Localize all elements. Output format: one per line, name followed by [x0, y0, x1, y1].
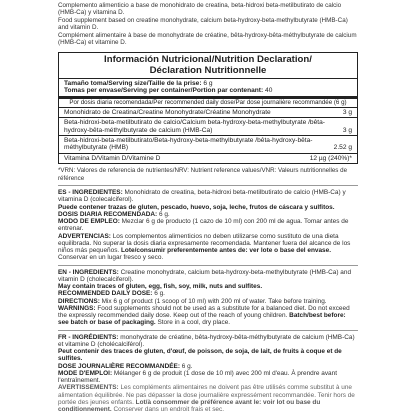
ingredients-es: ES - INGREDIENTES: Monohidrato de creatina, beta-hidroxi beta-metilbutirato de calcio (HMB-Ca) y vitamina D (colecalciferol).: [58, 189, 346, 204]
nutrient-value: 3 g: [342, 126, 352, 134]
section-divider: [58, 185, 358, 186]
traces-es: Puede contener trazas de gluten, pescado, huevo, soja, leche, frutos de cáscara y sulfitos.: [58, 203, 335, 211]
nutrient-value: 2.52 g: [333, 144, 352, 152]
dose-header: Por dosis diaria recomendada/Per recommended daily dose/Par dose journalière recommandée (6 g): [59, 99, 357, 108]
vrn-footnote: *VRN: Valores de referencia de nutrientes/NRV: Nutrient reference values/VNR: Valeurs nutritionnelles de référence: [58, 167, 348, 182]
section-en: [58, 269, 358, 327]
serving-info: [59, 79, 357, 99]
ingredients-en: EN - INGREDIENTS: Creatine monohydrate, calcium beta-hydroxy-beta-methylbutyrate (HMB-Ca) and vitamin D (cholecalciferol).: [58, 268, 352, 283]
nutrient-value: 12 µg (240%)*: [309, 154, 352, 162]
directions-fr: MODE D'EMPLOI: Mélanger 6 g de produit (1 dose de 10 ml) avec 200 ml d'eau. À prendre avant l'entraînement.: [58, 369, 337, 385]
section-divider: [58, 265, 358, 266]
product-description: [58, 2, 358, 46]
warnings-fr: AVERTISSEMENTS: Les compléments alimentaires ne doivent pas être utilisés comme substitut à une alimentation équilibrée. Ne pas dépasser la dose journalière expressément recommandée. Tenir hors de portée des jeunes enfants. Lot/à consommer de préférence avant le: voir lot ou base du conditionnement. Conserver dans un endroit frais et sec.: [58, 384, 355, 414]
section-es: [58, 189, 358, 262]
servings-per-container: Tomas per envase/Serving per container/Portion par contenant: 40: [64, 87, 273, 95]
nutrient-row: [59, 136, 357, 154]
dose-fr: DOSE JOURNALIÈRE RECOMMANDÉE: 6 g.: [58, 362, 193, 370]
nutrient-row: [59, 118, 357, 136]
ingredients-fr: FR - INGRÉDIENTS: monohydrate de créatine, bêta-hydroxy-bêta-méthylbutyrate de calcium (HMB-Ca) et vitamine D (cholécalciférol).: [58, 333, 355, 348]
nutrient-name: Vitamina D/Vitamin D/Vitamine D: [64, 154, 161, 162]
traces-en: May contain traces of gluten, egg, fish, soy, milk, nuts and sulfites.: [58, 283, 263, 291]
section-fr: [58, 334, 358, 414]
nutrition-title: Información Nutricional/Nutrition Declaration/ Déclaration Nutritionnelle: [59, 53, 357, 78]
traces-fr: Peut contenir des traces de gluten, d'œuf, de poisson, de soja, de lait, de fruits à coque et de sulfites.: [58, 348, 342, 363]
serving-size: Tamaño toma/Serving size/Taille de la prise: 6 g: [64, 79, 213, 87]
section-divider: [58, 330, 358, 331]
nutrient-value: 3 g: [342, 108, 352, 116]
directions-en: DIRECTIONS: Mix 6 g of product (1 scoop of 10 ml) with 200 ml of water. Take before training.: [58, 297, 327, 305]
nutrition-table: [58, 52, 358, 164]
description-en: Food supplement based on creatine monohydrate, calcium beta-hydroxy-beta-methylbutyrate (HMB-Ca) and vitamin D.: [58, 16, 348, 32]
nutrient-row: [59, 108, 357, 118]
nutrient-row: [59, 154, 357, 163]
nutrient-name: Beta-hidroxi-beta-metilbutirato/Beta-hydroxy-beta-methylbutyrate /bêta-hydroxy-bêta-méthylbutyrate (HMB): [64, 137, 313, 152]
warnings-es: ADVERTENCIAS: Los complementos alimenticios no deben utilizarse como sustituto de una dieta equilibrada. No superar la dosis diaria expresamente recomendada. Mantener fuera del alcance de los niños más pequeños. Lote/consumir preferentemente antes de: ver lote o base del envase. Conservar en un lugar fresco y seco.: [58, 232, 351, 262]
description-es: Complemento alimenticio a base de monohidrato de creatina, beta-hidroxi beta-metilbutirato de calcio (HMB-Ca) y vitamina D.: [58, 2, 342, 17]
directions-es: MODO DE EMPLEO: Mezclar 6 g de producto (1 cazo de 10 ml) con 200 ml de agua. Tomar antes de entrenar.: [58, 218, 349, 233]
dose-en: RECOMMENDED DAILY DOSE: 6 g.: [58, 290, 165, 298]
description-fr: Complément alimentaire à base de monohydrate de créatine, bêta-hydroxy-bêta-méthylbutyrate de calcium (HMB-Ca) et vitamine D.: [58, 31, 357, 47]
nutrient-name: Beta-hidroxi-beta-metilbutirato de calcio/Calcium beta-hydroxy-beta-methylbutyrate /bêta-hydroxy-bêta-méthylbutyrate de calcium (HMB-Ca): [64, 119, 325, 134]
warnings-en: WARNINGS: Food supplements should not be used as a substitute for a balanced diet. Do not exceed the expressly recommended daily dose. Keep out of the reach of young children. Batch/best before: see batch or base of packaging. Store in a cool, dry place.: [58, 304, 350, 327]
nutrient-name: Monohidrato de Creatina/Creatine Monohydrate/Créatine Monohydrate: [64, 108, 271, 116]
dose-es: DOSIS DIARIA RECOMENDADA: 6 g.: [58, 210, 170, 218]
